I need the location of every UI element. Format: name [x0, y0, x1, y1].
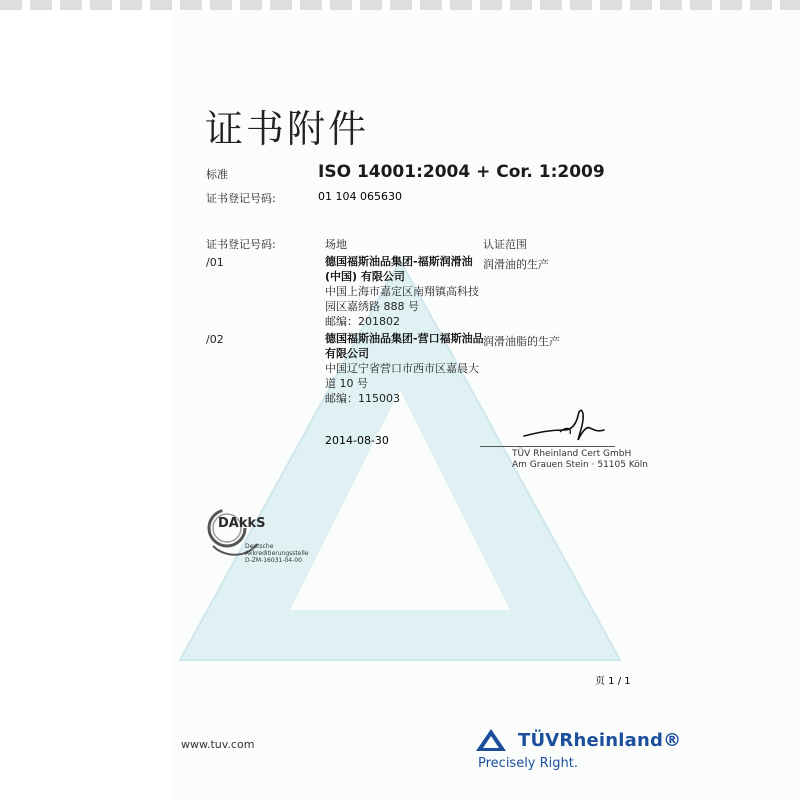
table-row-id: /02 [206, 333, 224, 346]
website-link[interactable]: www.tuv.com [181, 738, 255, 751]
standard-value: ISO 14001:2004 + Cor. 1:2009 [318, 162, 605, 182]
site-name-line: (中国) 有限公司 [325, 270, 405, 283]
standard-label: 标准 [206, 168, 228, 181]
dakks-line: Akkreditierungsstelle [245, 550, 309, 557]
dakks-caption [245, 543, 308, 564]
site-postcode: 邮编：201802 [325, 315, 400, 328]
page-number: 页 1 / 1 [595, 676, 631, 687]
site-name-line: 有限公司 [325, 347, 369, 360]
site-address-line: 道 10 号 [325, 377, 368, 390]
column-header-site: 场地 [325, 238, 347, 251]
site-postcode: 邮编：115003 [325, 392, 400, 405]
table-row-site [325, 331, 490, 406]
signature-line [480, 446, 615, 447]
issuer-name: TÜV Rheinland Cert GmbH [512, 449, 632, 459]
column-header-scope: 认证范围 [483, 238, 527, 251]
brand-tagline: Precisely Right. [478, 756, 579, 771]
signature-icon [520, 402, 610, 446]
issuer-address [512, 449, 648, 471]
table-row-site [325, 254, 490, 329]
table-row-scope: 润滑油脂的生产 [483, 335, 560, 348]
brand-name: TÜVRheinland® [518, 730, 682, 751]
page-title: 证书附件 [205, 107, 370, 151]
issuer-street: Am Grauen Stein · 51105 Köln [512, 460, 649, 470]
registration-label: 证书登记号码: [206, 192, 276, 205]
tuv-triangle-icon [474, 727, 508, 753]
registration-value: 01 104 065630 [318, 190, 402, 203]
site-address-line: 中国上海市嘉定区南翔镇高科技 [325, 285, 479, 298]
site-name-line: 德国福斯油品集团-福斯润滑油 [325, 255, 473, 268]
table-row-scope: 润滑油的生产 [483, 258, 549, 271]
site-address-line: 园区嘉绣路 888 号 [325, 300, 419, 313]
site-name-line: 德国福斯油品集团-营口福斯油品 [325, 332, 484, 345]
dakks-name: DAkkS [218, 516, 266, 531]
issue-date: 2014-08-30 [325, 434, 389, 447]
dakks-line: Deutsche [245, 543, 274, 550]
dakks-line: D-ZM-16031-04-00 [245, 557, 302, 564]
table-row-id: /01 [206, 256, 224, 269]
site-address-line: 中国辽宁省营口市西市区嘉晨大 [325, 362, 479, 375]
column-header-reg-no: 证书登记号码: [206, 238, 276, 251]
top-edge-strip [0, 0, 800, 10]
